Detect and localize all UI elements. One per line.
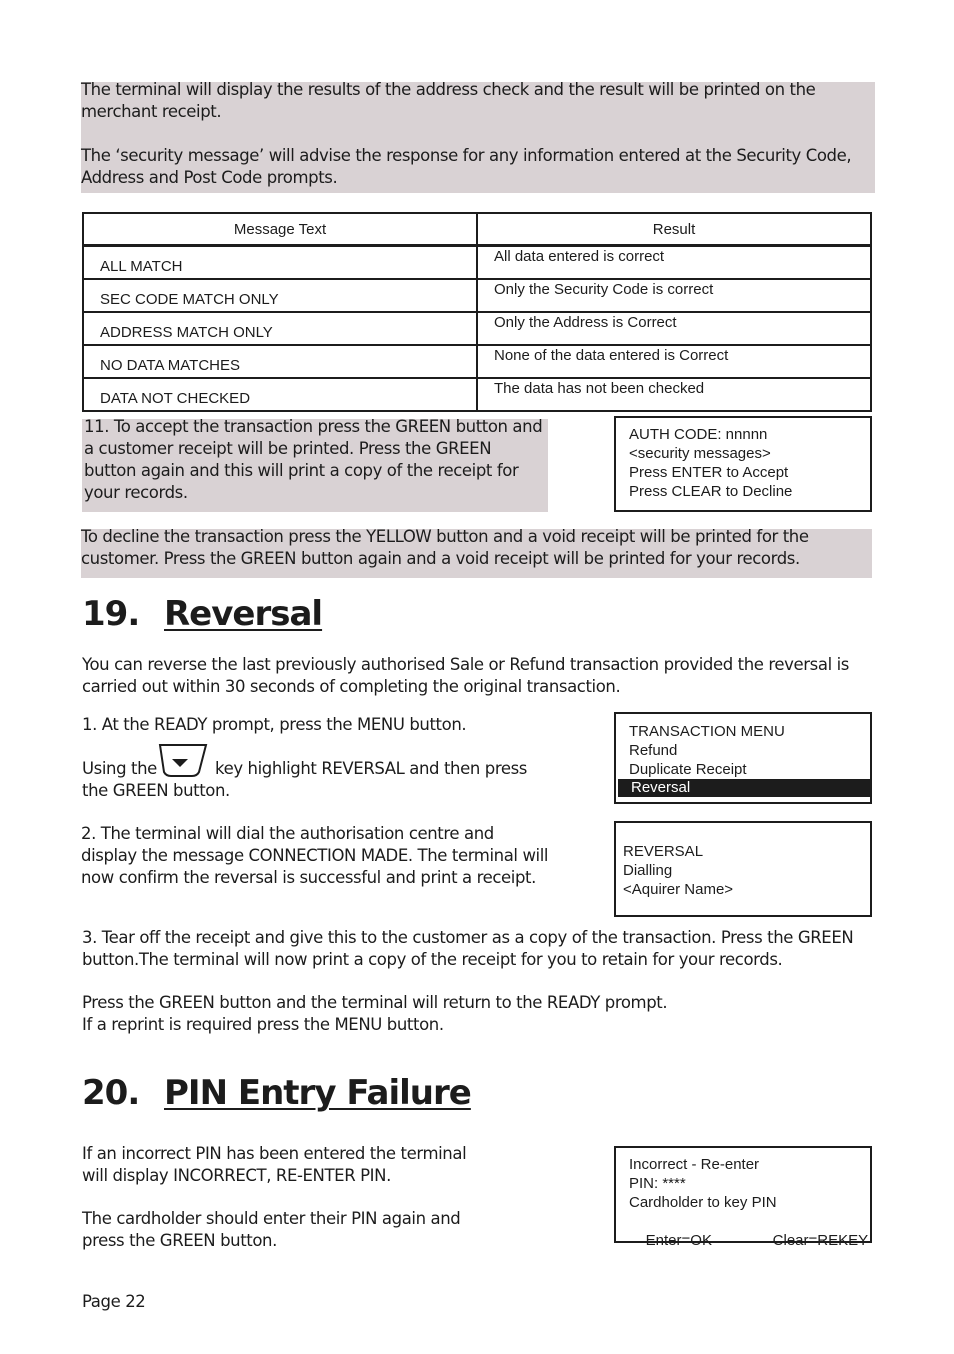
screen-line: Incorrect - Re-enter — [629, 1156, 760, 1173]
menu-item-reversal-highlighted: Reversal — [618, 779, 870, 797]
table-row — [83, 312, 871, 345]
menu-item-duplicate-receipt: Duplicate Receipt — [629, 761, 747, 778]
ready-prompt-line-2: If a reprint is required press the MENU button. — [82, 1015, 444, 1034]
reversal-intro: You can reverse the last previously authorised Sale or Refund transaction provided the reversal is carried out within 30 seconds of completing the original transaction. — [82, 655, 849, 696]
message-cell: NO DATA MATCHES — [83, 345, 477, 378]
section-number: 19. — [82, 594, 140, 634]
section-heading-reversal — [82, 594, 322, 634]
screen-line-options — [629, 1212, 870, 1269]
screen-line: <security messages> — [629, 445, 771, 462]
screen-line: Dialling — [623, 862, 673, 879]
table-header-row — [83, 213, 871, 246]
screen-line: AUTH CODE: nnnnn — [629, 426, 768, 443]
reversal-step-1: 1. At the READY prompt, press the MENU button. — [82, 715, 467, 734]
ready-prompt-line-1: Press the GREEN button and the terminal will return to the READY prompt. — [82, 993, 668, 1012]
screen-line: PIN: **** — [629, 1175, 686, 1192]
message-cell: SEC CODE MATCH ONLY — [83, 279, 477, 312]
decline-block — [81, 529, 872, 578]
step-11-block — [82, 419, 548, 512]
using-key-instruction — [82, 742, 552, 802]
dialling-screen — [614, 821, 872, 917]
menu-item-refund: Refund — [629, 742, 678, 759]
screen-line: Cardholder to key PIN — [629, 1194, 777, 1211]
decline-text: To decline the transaction press the YELLOW button and a void receipt will be printed for the customer. Press the GREEN button again and a void receipt will be printed for your records. — [81, 527, 809, 568]
table-row — [83, 279, 871, 312]
security-message-table — [82, 212, 872, 412]
screen-line: <Aquirer Name> — [623, 881, 734, 898]
section-heading-pin-entry-failure — [82, 1073, 471, 1113]
message-cell: DATA NOT CHECKED — [83, 378, 477, 411]
result-cell: The data has not been checked — [477, 378, 871, 411]
column-header-result: Result — [477, 213, 871, 246]
table-row — [83, 378, 871, 411]
column-header-message-text: Message Text — [83, 213, 477, 246]
step-11-text: 11. To accept the transaction press the GREEN button and a customer receipt will be printed. Press the GREEN button again and this will print a copy of the receipt for your records. — [84, 417, 543, 502]
down-arrow-key-icon — [157, 742, 209, 784]
message-cell: ALL MATCH — [83, 246, 477, 280]
section-title: PIN Entry Failure — [164, 1073, 471, 1113]
using-text-line2: the GREEN button. — [82, 781, 230, 800]
reversal-step-3: 3. Tear off the receipt and give this to the customer as a copy of the transaction. Press the GREEN button.The terminal will now print a copy of the receipt for you to retain for your records. — [82, 928, 854, 969]
intro-paragraph-1: The terminal will display the results of the address check and the result will be printed on the merchant receipt. — [81, 80, 816, 121]
menu-title: TRANSACTION MENU — [629, 723, 785, 740]
section-title: Reversal — [164, 594, 323, 634]
screen-line: Press CLEAR to Decline — [629, 483, 793, 500]
intro-paragraph-2: The ‘security message’ will advise the response for any information entered at the Security Code, Address and Post Code prompts. — [81, 146, 852, 187]
result-cell: Only the Address is Correct — [477, 312, 871, 345]
reversal-step-2: 2. The terminal will dial the authorisation centre and display the message CONNECTION MADE. The terminal will now confirm the reversal is successful and print a receipt. — [81, 824, 549, 887]
result-cell: All data entered is correct — [477, 246, 871, 280]
incorrect-pin-screen — [614, 1146, 872, 1249]
transaction-menu-screen — [614, 712, 872, 804]
section-number: 20. — [82, 1073, 140, 1113]
intro-block — [81, 82, 875, 193]
enter-ok-label: Enter=OK — [645, 1232, 712, 1249]
using-text-post: key highlight REVERSAL and then press — [215, 759, 527, 778]
pin-failure-paragraph-2: The cardholder should enter their PIN again and press the GREEN button. — [82, 1209, 461, 1250]
auth-code-screen — [614, 416, 872, 512]
screen-line: REVERSAL — [623, 843, 704, 860]
clear-rekey-label: Clear=REKEY — [772, 1232, 869, 1249]
table-row — [83, 345, 871, 378]
table-row — [83, 246, 871, 280]
result-cell: Only the Security Code is correct — [477, 279, 871, 312]
message-cell: ADDRESS MATCH ONLY — [83, 312, 477, 345]
page-number: Page 22 — [82, 1292, 146, 1311]
screen-line: Press ENTER to Accept — [629, 464, 789, 481]
using-text-pre: Using the — [82, 759, 157, 778]
result-cell: None of the data entered is Correct — [477, 345, 871, 378]
pin-failure-paragraph-1: If an incorrect PIN has been entered the terminal will display INCORRECT, RE-ENTER PIN. — [82, 1144, 467, 1185]
